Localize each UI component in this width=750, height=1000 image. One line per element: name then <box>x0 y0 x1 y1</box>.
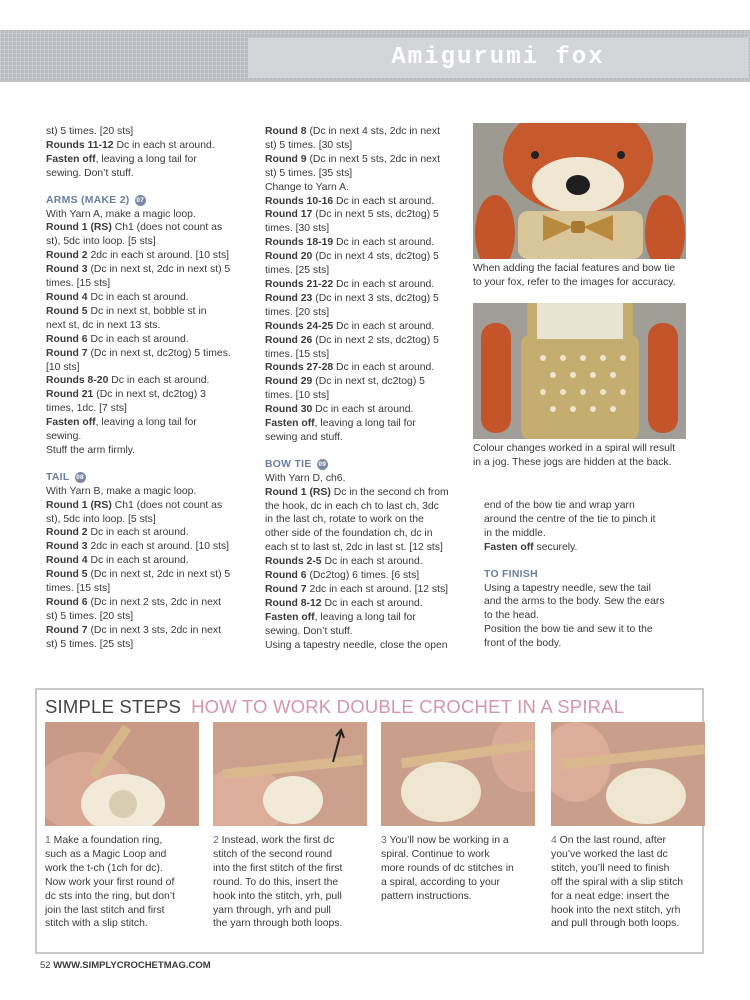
instruction-text: times. [15 sts] <box>46 278 111 290</box>
step-instruction: On the last round, after <box>556 835 666 846</box>
pattern-line <box>265 527 465 541</box>
step-instruction: Make a foundation ring, <box>50 835 163 846</box>
pattern-line <box>484 637 700 651</box>
instruction-text: Dc in each st around. <box>333 320 435 332</box>
step-instruction: spiral. Continue to work <box>381 848 490 860</box>
pattern-line <box>46 526 246 540</box>
instruction-text: Dc in each st around. <box>113 139 215 151</box>
round-label: Round 1 (RS) <box>46 499 112 511</box>
pattern-line <box>265 167 465 181</box>
round-label: Round 1 (RS) <box>46 222 112 234</box>
round-label: Rounds 27-28 <box>265 362 334 374</box>
pattern-line <box>46 291 246 305</box>
pattern-line <box>484 541 700 555</box>
pattern-line <box>46 610 246 624</box>
instruction-text: 2dc in each st around. [12 sts] <box>306 584 449 595</box>
instruction-text: (Dc in next st, dc2tog) 5 <box>312 376 425 388</box>
pattern-line <box>46 568 246 582</box>
pattern-line <box>46 235 246 249</box>
page-number: 52 <box>40 960 51 971</box>
step-4-photo <box>551 722 705 826</box>
pattern-line <box>46 485 246 499</box>
pattern-line <box>265 278 465 292</box>
step-instruction: a spiral, according to your <box>381 876 500 888</box>
section-heading-label: BOW TIE <box>265 458 312 470</box>
step-instruction: into the first stitch of the first <box>213 862 343 874</box>
step-line <box>213 876 363 890</box>
pattern-line <box>46 402 246 416</box>
page-footer <box>40 960 211 971</box>
step-line <box>551 834 701 848</box>
pattern-line <box>46 388 246 402</box>
round-label: Rounds 11-12 <box>46 139 114 151</box>
pattern-line <box>265 486 465 500</box>
pattern-line <box>265 403 465 417</box>
fox-body-photo <box>473 303 686 439</box>
pattern-line <box>265 611 465 625</box>
step-instruction: off the spiral with a slip stitch <box>551 876 684 888</box>
step-2-text <box>213 834 363 931</box>
instruction-text: Dc in each st around. <box>312 404 414 416</box>
step-2-photo <box>213 722 367 826</box>
instruction-text: times. [10 sts] <box>265 390 330 402</box>
instruction-text: With Yarn A, make a magic loop. <box>46 208 196 220</box>
section-number-badge: 08 <box>76 473 84 481</box>
step-line <box>45 848 195 862</box>
caption-line: in a jog. These jogs are hidden at the back. <box>473 456 672 468</box>
step-instruction: hook into the stitch, yrh, pull <box>213 890 342 902</box>
instruction-text: (Dc in next st, dc2tog) 3 <box>93 389 206 401</box>
pattern-line <box>46 499 246 513</box>
step-instruction: Now work your first round of <box>45 876 175 888</box>
step-instruction: work the t-ch (1ch for dc). <box>45 862 163 874</box>
step-instruction: stitch, you’ll need to finish <box>551 862 670 874</box>
step-instruction: you’ve worked the last dc <box>551 848 668 860</box>
instruction-text: (Dc2tog) 6 times. [6 sts] <box>306 570 420 582</box>
step-instruction: yarn through, yrh and pull <box>213 904 331 916</box>
step-instruction: hook into the next stitch, yrh <box>551 904 681 916</box>
instruction-text: st) 5 times. [20 sts] <box>46 610 134 622</box>
step-line <box>213 890 363 904</box>
step-line <box>213 848 363 862</box>
pattern-line <box>265 389 465 403</box>
instruction-text: each st to last st, 2dc in last st. [12 sts] <box>265 542 443 554</box>
step-line <box>551 890 701 904</box>
instruction-text: With Yarn B, make a magic loop. <box>46 485 197 497</box>
step-instruction: stitch with a slip stitch. <box>45 918 148 930</box>
simple-steps-heading <box>45 696 624 718</box>
pattern-line <box>46 125 246 139</box>
instruction-text: front of the body. <box>484 638 562 650</box>
instruction-text: , leaving a long tail for <box>314 611 416 623</box>
pattern-line <box>265 597 465 611</box>
instruction-text: around the centre of the tie to pinch it <box>484 513 656 525</box>
step-line <box>551 917 701 931</box>
instruction-text: Dc in each st around. <box>87 527 189 539</box>
instruction-text: next st, dc in next 13 sts. <box>46 319 161 331</box>
step-number: 2 <box>213 835 219 846</box>
instruction-text: st) 5 times. [20 sts] <box>46 126 134 137</box>
pattern-column-1 <box>46 125 246 652</box>
step-3-text <box>381 834 531 904</box>
instruction-text: sewing and stuff. <box>265 431 343 443</box>
step-4-text <box>551 834 701 931</box>
step-line <box>213 917 363 931</box>
round-label: Rounds 8-20 <box>46 375 109 387</box>
instruction-text: , leaving a long tail for <box>95 417 197 429</box>
pattern-line <box>265 153 465 167</box>
round-label: Rounds 2-5 <box>265 556 322 568</box>
pattern-line <box>46 167 246 181</box>
instruction-text: Dc in each st around. <box>321 597 423 609</box>
round-label: Fasten off <box>265 611 315 623</box>
instruction-text: st), 5dc into loop. [5 sts] <box>46 236 156 248</box>
step-line <box>551 876 701 890</box>
pattern-line <box>46 249 246 263</box>
round-label: Fasten off <box>265 418 315 430</box>
step-instruction: for a neat edge: insert the <box>551 890 670 902</box>
round-label: Fasten off <box>46 153 96 165</box>
pattern-line <box>265 500 465 514</box>
instruction-text: Using a tapestry needle, sew the tail <box>484 582 651 594</box>
instruction-text: Dc in the second ch from <box>330 486 449 498</box>
pattern-line <box>484 527 700 541</box>
pattern-line <box>265 417 465 431</box>
step-instruction: the yarn through both loops. <box>213 918 343 930</box>
pattern-line <box>46 416 246 430</box>
section-number-badge: 07 <box>136 196 145 204</box>
pattern-line <box>46 638 246 652</box>
round-label: Round 7 <box>265 584 307 595</box>
pattern-line <box>265 513 465 527</box>
instruction-text: in the middle. <box>484 527 546 539</box>
caption-line: Colour changes worked in a spiral will result <box>473 443 676 454</box>
step-line <box>213 862 363 876</box>
simple-steps-kicker: SIMPLE STEPS <box>45 696 182 717</box>
pattern-line <box>265 292 465 306</box>
instruction-text: Dc in each st around. <box>108 375 210 387</box>
round-label: Round 7 <box>46 624 88 636</box>
round-label: Round 4 <box>46 291 88 303</box>
instruction-text: (Dc in next st, dc2tog) 5 times. <box>87 347 231 359</box>
pattern-column-3 <box>484 499 700 651</box>
instruction-text: Dc in each st around. <box>87 333 189 345</box>
round-label: Round 9 <box>265 153 307 165</box>
pattern-line <box>265 555 465 569</box>
step-line <box>381 848 531 862</box>
step-line <box>381 890 531 904</box>
instruction-text: Dc in each st around. <box>321 556 423 568</box>
step-line <box>381 834 531 848</box>
pattern-line <box>265 472 465 486</box>
instruction-text: other side of the foundation ch, dc in <box>265 528 433 540</box>
step-line <box>45 890 195 904</box>
step-instruction: round. To do this, insert the <box>213 876 339 888</box>
instruction-text: , leaving a long tail for <box>95 153 197 165</box>
step-instruction: Instead, work the first dc <box>218 835 335 846</box>
instruction-text: (Dc in next st, 2dc in next st) 5 <box>87 264 231 276</box>
instruction-text: to the head. <box>484 610 539 622</box>
pattern-line <box>265 431 465 445</box>
header-band <box>0 30 750 82</box>
instruction-text: Position the bow tie and sew it to the <box>484 624 653 636</box>
instruction-text: Dc in each st around. <box>333 237 435 249</box>
pattern-line <box>46 221 246 235</box>
instruction-text: Dc in next st, bobble st in <box>87 305 207 317</box>
pattern-line <box>46 319 246 333</box>
pattern-line <box>265 334 465 348</box>
pattern-line <box>46 305 246 319</box>
pattern-line <box>265 250 465 264</box>
instruction-text: securely. <box>533 541 578 553</box>
instruction-text: (Dc in next 5 sts, dc2tog) 5 <box>312 209 439 221</box>
instruction-text: in the last ch, rotate to work on the <box>265 514 424 526</box>
instruction-text: times, 1dc. [7 sts] <box>46 403 127 415</box>
step-instruction: join the last stitch and first <box>45 904 165 916</box>
pattern-line <box>265 361 465 375</box>
instruction-text: times. [20 sts] <box>265 306 330 318</box>
round-label: Round 29 <box>265 376 313 388</box>
instruction-text: Change to Yarn A. <box>265 181 349 193</box>
step-instruction: and pull through both loops. <box>551 918 680 930</box>
pattern-line <box>484 623 700 637</box>
pattern-line <box>46 208 246 222</box>
pattern-line <box>265 125 465 139</box>
step-instruction: more rounds of dc stitches in <box>381 862 514 874</box>
instruction-text: times. [15 sts] <box>46 583 111 595</box>
section-heading-label: TO FINISH <box>484 568 538 580</box>
section-heading <box>484 568 700 582</box>
round-label: Round 23 <box>265 292 313 304</box>
pattern-line <box>265 639 465 653</box>
step-number: 3 <box>381 835 387 846</box>
round-label: Round 30 <box>265 404 313 416</box>
instruction-text: 2dc in each st around. [10 sts] <box>87 541 230 553</box>
pattern-line <box>46 374 246 388</box>
round-label: Rounds 10-16 <box>265 195 334 207</box>
pattern-line <box>265 236 465 250</box>
instruction-text: sewing. Don’t stuff. <box>265 625 353 637</box>
instruction-text: times. [15 sts] <box>265 348 330 360</box>
instruction-text: Using a tapestry needle, close the open <box>265 639 448 651</box>
caption-line: to your fox, refer to the images for accuracy. <box>473 276 676 288</box>
caption-line: When adding the facial features and bow tie <box>473 263 676 274</box>
step-line <box>45 834 195 848</box>
step-line <box>551 904 701 918</box>
fox-face-photo <box>473 123 686 259</box>
simple-steps-title: HOW TO WORK DOUBLE CROCHET IN A SPIRAL <box>191 696 625 717</box>
instruction-text: Dc in each st around. <box>333 195 435 207</box>
step-3-photo <box>381 722 535 826</box>
pattern-line <box>46 554 246 568</box>
round-label: Round 6 <box>46 333 88 345</box>
round-label: Round 5 <box>46 305 88 317</box>
instruction-text: sewing. <box>46 431 82 443</box>
instruction-text: , leaving a long tail for <box>314 418 416 430</box>
section-heading-label: ARMS (MAKE 2) <box>46 194 130 206</box>
pattern-line <box>265 320 465 334</box>
pattern-line <box>46 513 246 527</box>
instruction-text: sewing. Don’t stuff. <box>46 167 134 179</box>
section-heading <box>265 458 465 472</box>
instruction-text: Dc in each st around. <box>87 291 189 303</box>
pattern-line <box>46 596 246 610</box>
round-label: Rounds 21-22 <box>265 278 334 290</box>
round-label: Round 3 <box>46 264 88 276</box>
instruction-text: Ch1 (does not count as <box>111 222 223 234</box>
pattern-line <box>46 347 246 361</box>
pattern-line <box>265 208 465 222</box>
instruction-text: (Dc in next 3 sts, 2dc in next <box>87 624 221 636</box>
round-label: Round 6 <box>265 570 307 582</box>
step-line <box>45 862 195 876</box>
instruction-text: (Dc in next 5 sts, 2dc in next <box>306 153 440 165</box>
pattern-line <box>46 277 246 291</box>
pattern-line <box>265 541 465 555</box>
pattern-line <box>265 181 465 195</box>
step-instruction: You’ll now be working in a <box>386 835 509 846</box>
instruction-text: (Dc in next 4 sts, dc2tog) 5 <box>312 251 439 263</box>
photo-caption-2 <box>473 442 703 470</box>
step-line <box>213 834 363 848</box>
step-number: 4 <box>551 835 557 846</box>
pattern-line <box>265 306 465 320</box>
round-label: Round 21 <box>46 389 94 401</box>
instruction-text: end of the bow tie and wrap yarn <box>484 500 635 511</box>
instruction-text: Dc in each st around. <box>333 362 435 374</box>
pattern-line <box>265 264 465 278</box>
pattern-line <box>265 375 465 389</box>
round-label: Round 1 (RS) <box>265 486 331 498</box>
round-label: Fasten off <box>484 541 534 553</box>
round-label: Round 17 <box>265 209 313 221</box>
pattern-line <box>46 582 246 596</box>
step-line <box>381 876 531 890</box>
pattern-line <box>484 609 700 623</box>
instruction-text: st) 5 times. [35 sts] <box>265 167 353 179</box>
pattern-line <box>265 625 465 639</box>
round-label: Round 7 <box>46 347 88 359</box>
website-url: WWW.SIMPLYCROCHETMAG.COM <box>53 960 211 971</box>
pattern-line <box>484 595 700 609</box>
photo-caption-1 <box>473 262 703 290</box>
instruction-text: the hook, dc in each ch to last ch, 3dc <box>265 500 439 512</box>
instruction-text: (Dc in next st, 2dc in next st) 5 <box>87 569 231 581</box>
step-line <box>551 848 701 862</box>
round-label: Round 2 <box>46 250 88 262</box>
step-number: 1 <box>45 835 51 846</box>
step-1-text <box>45 834 195 931</box>
instruction-text: [10 sts] <box>46 361 80 373</box>
pattern-line <box>46 263 246 277</box>
step-instruction: such as a Magic Loop and <box>45 848 167 860</box>
pattern-line <box>484 582 700 596</box>
pattern-line <box>46 139 246 153</box>
pattern-line <box>46 540 246 554</box>
step-instruction: stitch of the second round <box>213 848 332 860</box>
step-line <box>45 904 195 918</box>
pattern-line <box>265 195 465 209</box>
instruction-text: Dc in each st around. <box>87 555 189 567</box>
instruction-text: and the arms to the body. Sew the ears <box>484 596 665 608</box>
pattern-line <box>265 569 465 583</box>
instruction-text: (Dc in next 3 sts, dc2tog) 5 <box>312 292 439 304</box>
pattern-line <box>484 513 700 527</box>
round-label: Round 4 <box>46 555 88 567</box>
instruction-text: Dc in each st around. <box>333 278 435 290</box>
pattern-line <box>265 139 465 153</box>
pattern-line <box>46 624 246 638</box>
pattern-column-2 <box>265 125 465 653</box>
pattern-line <box>484 499 700 513</box>
round-label: Round 8 <box>265 126 307 137</box>
instruction-text: st), 5dc into loop. [5 sts] <box>46 513 156 525</box>
pattern-line <box>46 361 246 375</box>
round-label: Rounds 18-19 <box>265 237 334 249</box>
section-heading <box>46 194 246 208</box>
instruction-text: times. [30 sts] <box>265 223 330 235</box>
instruction-text: 2dc in each st around. [10 sts] <box>87 250 230 262</box>
step-line <box>213 904 363 918</box>
instruction-text: (Dc in next 2 sts, dc2tog) 5 <box>312 334 439 346</box>
section-heading <box>46 471 246 485</box>
step-line <box>45 917 195 931</box>
round-label: Round 6 <box>46 597 88 608</box>
round-label: Round 5 <box>46 569 88 581</box>
round-label: Rounds 24-25 <box>265 320 334 332</box>
instruction-text: Ch1 (does not count as <box>111 499 223 511</box>
pattern-line <box>46 153 246 167</box>
step-line <box>45 876 195 890</box>
round-label: Round 2 <box>46 527 88 539</box>
step-1-photo <box>45 722 199 826</box>
round-label: Round 8-12 <box>265 597 322 609</box>
round-label: Round 26 <box>265 334 313 346</box>
instruction-text: (Dc in next 4 sts, 2dc in next <box>306 126 440 137</box>
instruction-text: With Yarn D, ch6. <box>265 472 346 484</box>
round-label: Round 20 <box>265 251 313 263</box>
step-line <box>381 862 531 876</box>
instruction-text: (Dc in next 2 sts, 2dc in next <box>87 597 221 608</box>
pattern-line <box>265 583 465 597</box>
pattern-line <box>265 348 465 362</box>
instruction-text: Stuff the arm firmly. <box>46 444 136 456</box>
pattern-line <box>46 333 246 347</box>
instruction-text: times. [25 sts] <box>265 265 330 277</box>
page-title: Amigurumi fox <box>248 38 748 78</box>
pattern-line <box>46 444 246 458</box>
step-line <box>551 862 701 876</box>
step-instruction: pattern instructions. <box>381 890 472 902</box>
step-instruction: dc sts into the ring, but don’t <box>45 890 175 902</box>
simple-steps-panel <box>35 688 704 954</box>
pattern-line <box>265 222 465 236</box>
section-heading-label: TAIL <box>46 471 70 483</box>
section-number-badge: 09 <box>318 460 327 468</box>
pattern-line <box>46 430 246 444</box>
round-label: Fasten off <box>46 417 96 429</box>
instruction-text: st) 5 times. [25 sts] <box>46 638 134 650</box>
round-label: Round 3 <box>46 541 88 553</box>
instruction-text: st) 5 times. [30 sts] <box>265 139 353 151</box>
